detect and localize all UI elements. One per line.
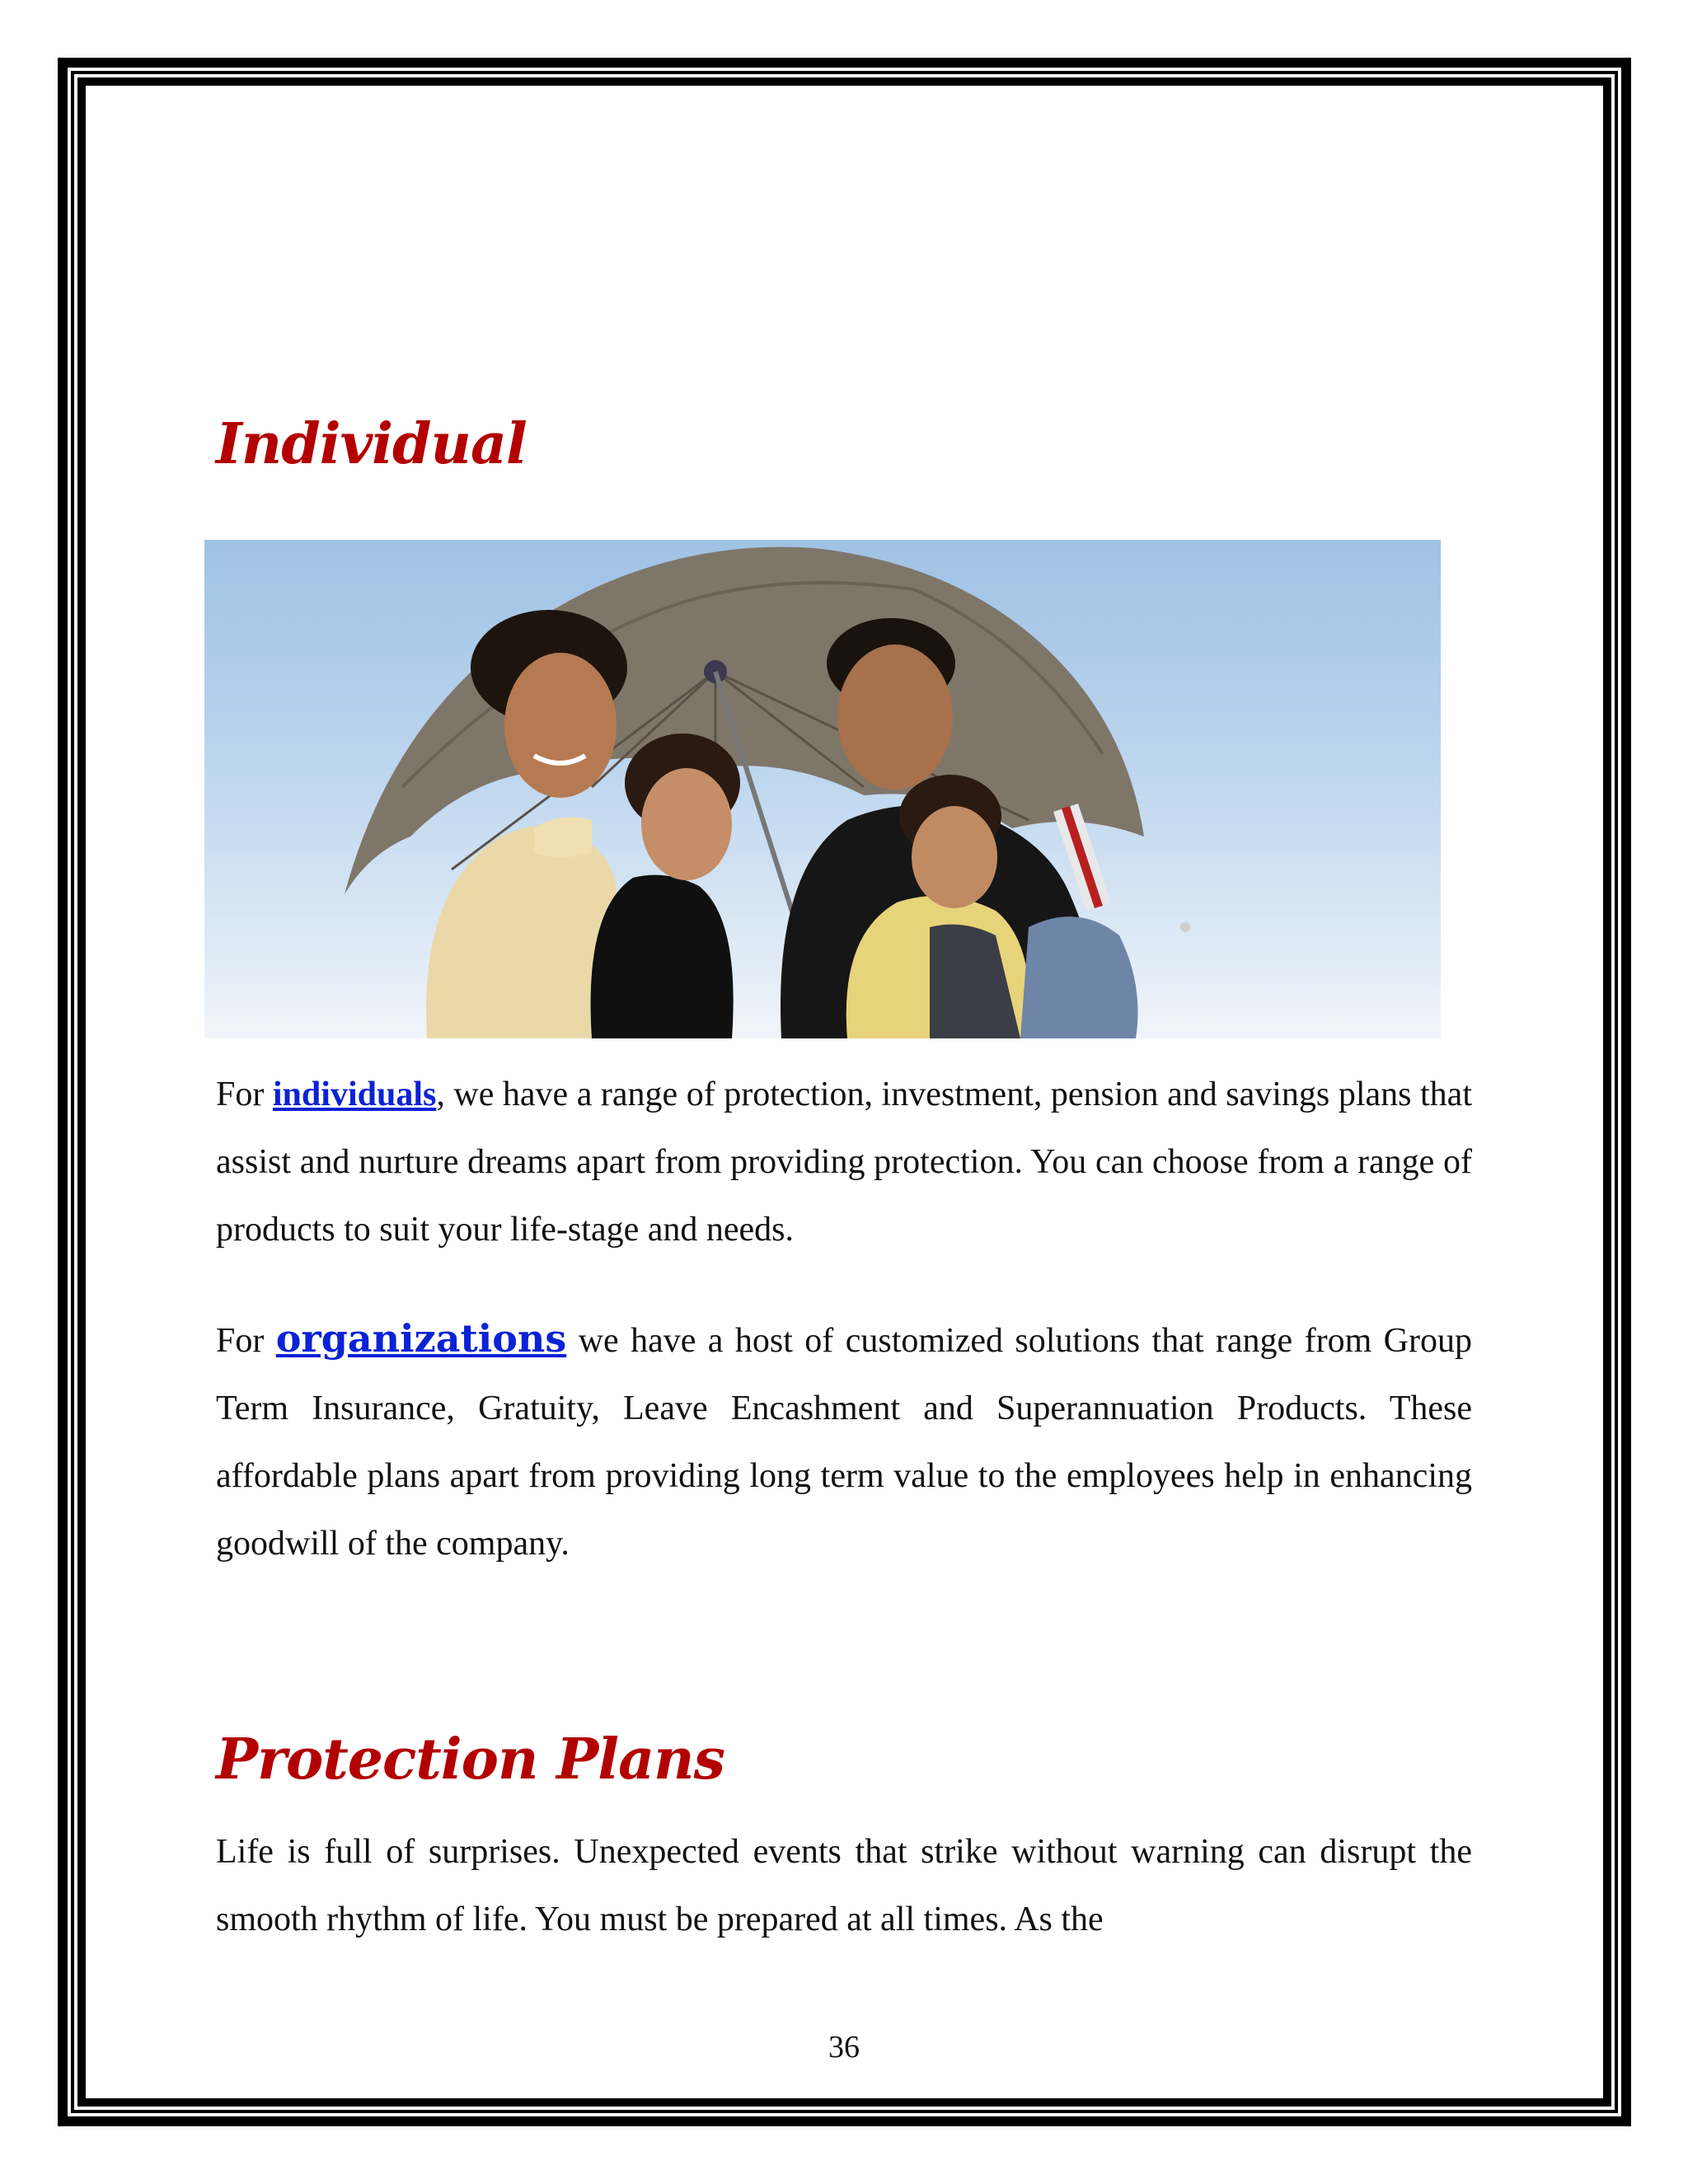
paragraph-organizations-prefix: For — [216, 1322, 276, 1360]
page-number: 36 — [828, 2030, 860, 2064]
father-watch — [1180, 922, 1190, 932]
father-face — [837, 644, 953, 790]
paragraph-organizations — [216, 1305, 1472, 1577]
heading-individual: Individual — [216, 411, 527, 477]
paragraph-individuals-prefix: For — [216, 1076, 273, 1113]
paragraph-organizations-body: we have a host of customized solutions that range from Group Term Insurance, Gratuity, Leave Encashment and Superannuation Products. These affordable plans apart from providing long term value to the employees help in enhancing goodwill of the company. — [216, 1322, 1472, 1563]
boy-face — [912, 806, 997, 908]
mother-face — [504, 653, 617, 798]
paragraph-protection-plans: Life is full of surprises. Unexpected events that strike without warning can disrupt the smooth rhythm of life. You must be prepared at all times. As the — [216, 1833, 1472, 1938]
heading-protection-plans: Protection Plans — [216, 1727, 724, 1793]
girl-face — [641, 768, 732, 880]
family-umbrella-photo — [204, 540, 1441, 1038]
mother-collar — [534, 818, 592, 857]
father-jeans — [1020, 916, 1138, 1038]
paragraph-individuals-body: , we have a range of protection, investment, pension and savings plans that assist and nurture dreams apart from providing protection. You can choose from a range of products to suit your life-stage and needs. — [216, 1076, 1472, 1249]
organizations-link[interactable]: organizations — [275, 1316, 567, 1361]
paragraph-individuals — [216, 1061, 1472, 1263]
individuals-link[interactable]: individuals — [272, 1076, 437, 1113]
family-umbrella-illustration — [204, 540, 1441, 1038]
